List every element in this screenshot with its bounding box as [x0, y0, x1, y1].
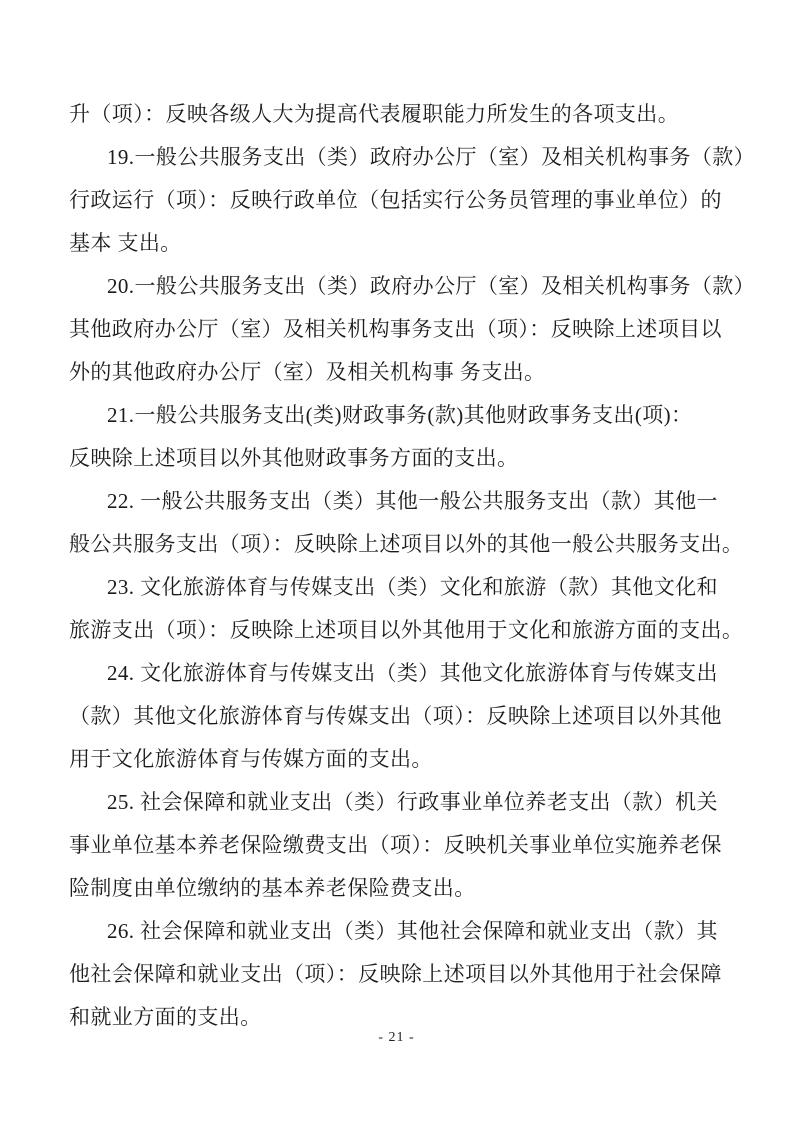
paragraph: [69, 781, 751, 910]
text-line: 和就业方面的支出。: [69, 1005, 262, 1029]
text-line: 反映除上述项目以外其他财政事务方面的支出。: [69, 446, 519, 470]
text-line: 22. 一般公共服务支出（类）其他一般公共服务支出（款）其他一: [107, 489, 718, 513]
text-line: 24. 文化旅游体育与传媒支出（类）其他文化旅游体育与传媒支出: [107, 661, 718, 685]
paragraph: [69, 480, 751, 566]
text-line: 25. 社会保障和就业支出（类）行政事业单位养老支出（款）机关: [107, 790, 718, 814]
text-line: 事业单位基本养老保险缴费支出（项）：反映机关事业单位实施养老保: [69, 833, 722, 857]
page-number: - 21 -: [378, 1030, 415, 1045]
text-line: 外的其他政府办公厅（室）及相关机构事 务支出。: [69, 360, 546, 384]
text-line: 19.一般公共服务支出（类）政府办公厅（室）及相关机构事务（款）: [107, 145, 756, 169]
text-line: 23. 文化旅游体育与传媒支出（类）文化和旅游（款）其他文化和: [107, 575, 718, 599]
paragraph: [69, 136, 756, 265]
text-line: 基本 支出。: [69, 231, 182, 255]
paragraph: [69, 566, 751, 652]
paragraph: [69, 910, 751, 1039]
text-line: 般公共服务支出（项）：反映除上述项目以外的其他一般公共服务支出。: [69, 532, 744, 556]
text-line: 升（项）：反映各级人大为提高代表履职能力所发生的各项支出。: [69, 102, 680, 126]
text-line: 20.一般公共服务支出（类）政府办公厅（室）及相关机构事务（款）: [107, 274, 756, 298]
text-line: 行政运行（项）：反映行政单位（包括实行公务员管理的事业单位）的: [69, 188, 722, 212]
paragraph: [69, 394, 751, 480]
text-line: 26. 社会保障和就业支出（类）其他社会保障和就业支出（款）其: [107, 919, 718, 943]
text-line: 其他政府办公厅（室）及相关机构事务支出（项）：反映除上述项目以: [69, 317, 722, 341]
text-line: 21.一般公共服务支出(类)财政事务(款)其他财政事务支出(项)：: [107, 403, 693, 427]
text-line: 他社会保障和就业支出（项）：反映除上述项目以外其他用于社会保障: [69, 962, 722, 986]
paragraph: [69, 265, 756, 394]
text-line: （款）其他文化旅游体育与传媒支出（项）：反映除上述项目以外其他: [69, 704, 722, 728]
text-line: 用于文化旅游体育与传媒方面的支出。: [69, 747, 433, 771]
text-line: 险制度由单位缴纳的基本养老保险费支出。: [69, 876, 476, 900]
paragraph: [69, 93, 751, 136]
paragraph: [69, 652, 751, 781]
text-line: 旅游支出（项）：反映除上述项目以外其他用于文化和旅游方面的支出。: [69, 618, 744, 642]
